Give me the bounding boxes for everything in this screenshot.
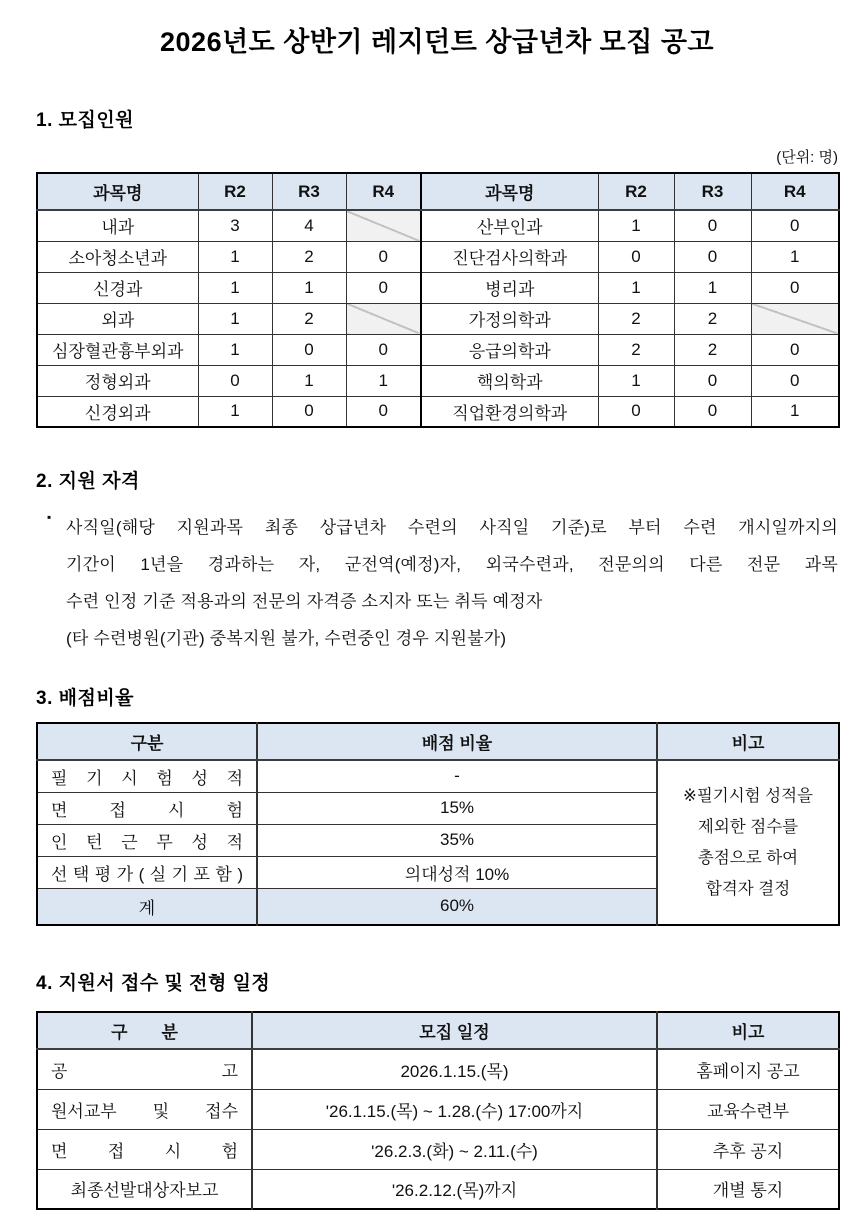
- note-line: 합격자 결정: [705, 879, 791, 898]
- header-row: [37, 723, 839, 760]
- count-cell: 1: [598, 210, 674, 241]
- count-cell: 0: [198, 365, 272, 396]
- page-title: 2026년도 상반기 레지던트 상급년차 모집 공고: [160, 27, 714, 57]
- schedule-date-cell: 2026.1.15.(목): [252, 1049, 657, 1089]
- schedule-table-head: [37, 1012, 839, 1049]
- department-cell: 소아청소년과: [37, 241, 198, 272]
- count-cell: 0: [674, 396, 751, 427]
- schedule-date-cell: '26.1.15.(목) ~ 1.28.(수) 17:00까지: [252, 1089, 657, 1129]
- column-header-department: 과목명: [37, 173, 198, 210]
- score-note-cell: [657, 760, 839, 925]
- count-cell: 1: [198, 272, 272, 303]
- count-cell: 0: [346, 272, 421, 303]
- department-cell: 핵의학과: [421, 365, 598, 396]
- score-label-cell: 인 턴 근 무 성 적: [37, 824, 257, 856]
- table-row: [37, 210, 839, 241]
- department-cell: 가정의학과: [421, 303, 598, 334]
- schedule-label-cell: 면 접 시 험: [37, 1129, 252, 1169]
- column-header: 비고: [657, 1012, 839, 1049]
- schedule-note-cell: 교육수련부: [657, 1089, 839, 1129]
- score-value-cell: -: [257, 760, 657, 792]
- table-row: [37, 1049, 839, 1089]
- table-row: [37, 1089, 839, 1129]
- count-cell: 2: [674, 334, 751, 365]
- column-header-year: R3: [272, 173, 346, 210]
- table-row: [37, 241, 839, 272]
- count-cell: 0: [346, 334, 421, 365]
- score-value-cell: 60%: [257, 888, 657, 925]
- eligibility-line: 기간이 1년을 경과하는 자, 군전역(예정)자, 외국수련과, 전문의의 다른 전문 과목: [66, 555, 838, 574]
- count-cell: 1: [272, 365, 346, 396]
- column-header-year: R4: [751, 173, 839, 210]
- department-cell: 병리과: [421, 272, 598, 303]
- count-cell: 1: [598, 272, 674, 303]
- score-label-cell: 필 기 시 험 성 적: [37, 760, 257, 792]
- column-header: 구 분: [37, 1012, 252, 1049]
- count-cell: 0: [346, 241, 421, 272]
- department-cell: 응급의학과: [421, 334, 598, 365]
- count-cell: 1: [272, 272, 346, 303]
- score-ratio-table: [36, 722, 840, 926]
- header-row: [37, 173, 839, 210]
- schedule-label-cell: 최종선발대상자보고: [37, 1169, 252, 1209]
- schedule-label-cell: 원서교부 및 접수: [37, 1089, 252, 1129]
- count-cell: 2: [598, 303, 674, 334]
- eligibility-line: 사직일(해당 지원과목 최종 상급년차 수련의 사직일 기준)로 부터 수련 개시일까지의: [66, 518, 838, 537]
- table-row: [37, 396, 839, 427]
- score-table-head: [37, 723, 839, 760]
- department-cell: 신경과: [37, 272, 198, 303]
- count-cell: 0: [751, 272, 839, 303]
- count-cell: 2: [674, 303, 751, 334]
- count-cell: 0: [751, 334, 839, 365]
- empty-diagonal-cell: [346, 210, 421, 241]
- eligibility-paragraph: [36, 509, 838, 657]
- schedule-date-cell: '26.2.12.(목)까지: [252, 1169, 657, 1209]
- column-header: 비고: [657, 723, 839, 760]
- section-heading-schedule: 4. 지원서 접수 및 전형 일정: [36, 973, 271, 994]
- count-cell: 3: [198, 210, 272, 241]
- count-cell: 1: [751, 241, 839, 272]
- note-line: 총점으로 하여: [697, 848, 799, 867]
- table-row: [37, 1129, 839, 1169]
- table-row: [37, 272, 839, 303]
- department-cell: 정형외과: [37, 365, 198, 396]
- schedule-note-cell: 개별 통지: [657, 1169, 839, 1209]
- section-heading-recruitment: 1. 모집인원: [36, 110, 135, 131]
- schedule-note-cell: 추후 공지: [657, 1129, 839, 1169]
- count-cell: 2: [272, 303, 346, 334]
- count-cell: 1: [346, 365, 421, 396]
- count-cell: 0: [272, 396, 346, 427]
- note-line: ※필기시험 성적을: [683, 786, 813, 805]
- schedule-table-body: [37, 1049, 839, 1209]
- table-row: [37, 334, 839, 365]
- schedule-note-cell: 홈페이지 공고: [657, 1049, 839, 1089]
- empty-diagonal-cell: [346, 303, 421, 334]
- count-cell: 1: [751, 396, 839, 427]
- table-row: [37, 1169, 839, 1209]
- count-cell: 1: [674, 272, 751, 303]
- department-cell: 직업환경의학과: [421, 396, 598, 427]
- table-row: [37, 303, 839, 334]
- count-cell: 1: [598, 365, 674, 396]
- count-cell: 0: [598, 241, 674, 272]
- column-header: 모집 일정: [252, 1012, 657, 1049]
- section-heading-eligibility: 2. 지원 자격: [36, 471, 140, 492]
- count-cell: 1: [198, 303, 272, 334]
- column-header: 구분: [37, 723, 257, 760]
- table-row: [37, 365, 839, 396]
- count-cell: 0: [598, 396, 674, 427]
- department-cell: 신경외과: [37, 396, 198, 427]
- score-value-cell: 15%: [257, 792, 657, 824]
- bullet-square-icon: ▪: [47, 510, 52, 524]
- count-cell: 2: [598, 334, 674, 365]
- eligibility-line: 수련 인정 기준 적용과의 전문의 자격증 소지자 또는 취득 예정자: [66, 592, 543, 611]
- department-cell: 진단검사의학과: [421, 241, 598, 272]
- count-cell: 0: [751, 210, 839, 241]
- recruitment-table: [36, 172, 840, 428]
- section-heading-score-ratio: 3. 배점비율: [36, 688, 135, 709]
- count-cell: 1: [198, 334, 272, 365]
- count-cell: 0: [674, 365, 751, 396]
- score-table-body: [37, 760, 839, 925]
- note-line: 제외한 점수를: [697, 817, 799, 836]
- count-cell: 4: [272, 210, 346, 241]
- score-label-cell: 선 택 평 가 ( 실 기 포 함 ): [37, 856, 257, 888]
- count-cell: 0: [674, 241, 751, 272]
- count-cell: 0: [272, 334, 346, 365]
- department-cell: 산부인과: [421, 210, 598, 241]
- schedule-label-cell: 공 고: [37, 1049, 252, 1089]
- header-row: [37, 1012, 839, 1049]
- unit-note: (단위: 명): [776, 149, 838, 166]
- column-header-year: R4: [346, 173, 421, 210]
- table-row: [37, 760, 839, 792]
- recruitment-table-head: [37, 173, 839, 210]
- column-header-year: R2: [598, 173, 674, 210]
- column-header: 배점 비율: [257, 723, 657, 760]
- schedule-date-cell: '26.2.3.(화) ~ 2.11.(수): [252, 1129, 657, 1169]
- department-cell: 외과: [37, 303, 198, 334]
- score-value-cell: 의대성적 10%: [257, 856, 657, 888]
- eligibility-line: (타 수련병원(기관) 중복지원 불가, 수련중인 경우 지원불가): [66, 629, 507, 648]
- department-cell: 심장혈관흉부외과: [37, 334, 198, 365]
- count-cell: 1: [198, 396, 272, 427]
- score-label-cell: 계: [37, 888, 257, 925]
- schedule-table: [36, 1011, 840, 1210]
- eligibility-lines: [66, 509, 838, 657]
- empty-diagonal-cell: [751, 303, 839, 334]
- count-cell: 0: [674, 210, 751, 241]
- column-header-year: R3: [674, 173, 751, 210]
- score-label-cell: 면 접 시 험: [37, 792, 257, 824]
- recruitment-table-body: [37, 210, 839, 427]
- count-cell: 1: [198, 241, 272, 272]
- column-header-department: 과목명: [421, 173, 598, 210]
- count-cell: 0: [751, 365, 839, 396]
- department-cell: 내과: [37, 210, 198, 241]
- count-cell: 0: [346, 396, 421, 427]
- score-value-cell: 35%: [257, 824, 657, 856]
- column-header-year: R2: [198, 173, 272, 210]
- count-cell: 2: [272, 241, 346, 272]
